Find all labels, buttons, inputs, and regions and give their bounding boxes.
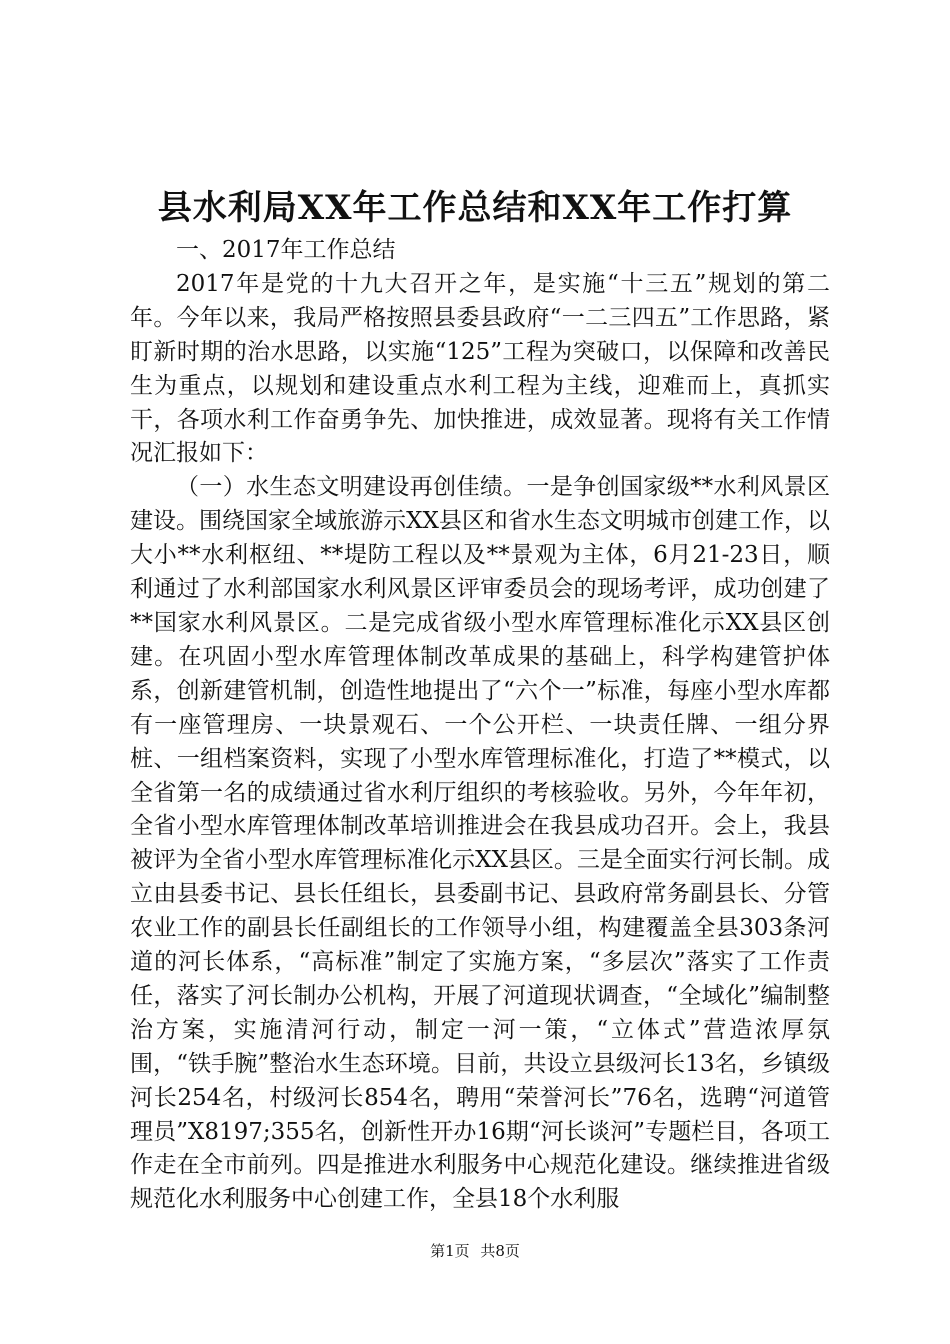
page-total: 共8页 <box>480 1242 520 1260</box>
paragraph-intro: 2017年是党的十九大召开之年，是实施“十三五”规划的第二年。今年以来，我局严格按照县委县政府“一二三四五”工作思路，紧盯新时期的治水思路，以实施“125”工程为突破口，以保障和改善民生为重点，以规划和建设重点水利工程为主线，迎难而上，真抓实干，各项水利工作奋勇争先、加快推进，成效显著。现将有关工作情况汇报如下： <box>130 270 830 467</box>
page-number: 第1页 <box>430 1242 470 1260</box>
page-footer <box>0 1240 950 1262</box>
document-title: 县水利局XX年工作总结和XX年工作打算 <box>157 188 793 228</box>
section-heading: 一、2017年工作总结 <box>176 237 396 263</box>
document-body <box>130 234 830 1217</box>
paragraph-water-ecology: （一）水生态文明建设再创佳绩。一是争创国家级**水利风景区建设。围绕国家全域旅游示XX县区和省水生态文明城市创建工作，以大小**水利枢纽、**堤防工程以及**景观为主体，6月21-23日，顺利通过了水利部国家水利风景区评审委员会的现场考评，成功创建了**国家水利风景区。二是完成省级小型水库管理标准化示XX县区创建。在巩固小型水库管理体制改革成果的基础上，科学构建管护体系，创新建管机制，创造性地提出了“六个一”标准，每座小型水库都有一座管理房、一块景观石、一个公开栏、一块责任牌、一组分界桩、一组档案资料，实现了小型水库管理标准化，打造了**模式，以全省第一名的成绩通过省水利厅组织的考核验收。另外，今年年初，全省小型水库管理体制改革培训推进会在我县成功召开。会上，我县被评为全省小型水库管理标准化示XX县区。三是全面实行河长制。成立由县委书记、县长任组长，县委副书记、县政府常务副县长、分管农业工作的副县长任副组长的工作领导小组，构建覆盖全县303条河道的河长体系，“高标准”制定了实施方案，“多层次”落实了工作责任，落实了河长制办公机构，开展了河道现状调查，“全域化”编制整治方案，实施清河行动，制定一河一策，“立体式”营造浓厚氛围，“铁手腕”整治水生态环境。目前，共设立县级河长13名，乡镇级河长254名，村级河长854名，聘用“荣誉河长”76名，选聘“河道管理员”X8197;355名，创新性开办16期“河长谈河”专题栏目，各项工作走在全市前列。四是推进水利服务中心规范化建设。继续推进省级规范化水利服务中心创建工作，全县18个水利服 <box>130 474 830 1213</box>
